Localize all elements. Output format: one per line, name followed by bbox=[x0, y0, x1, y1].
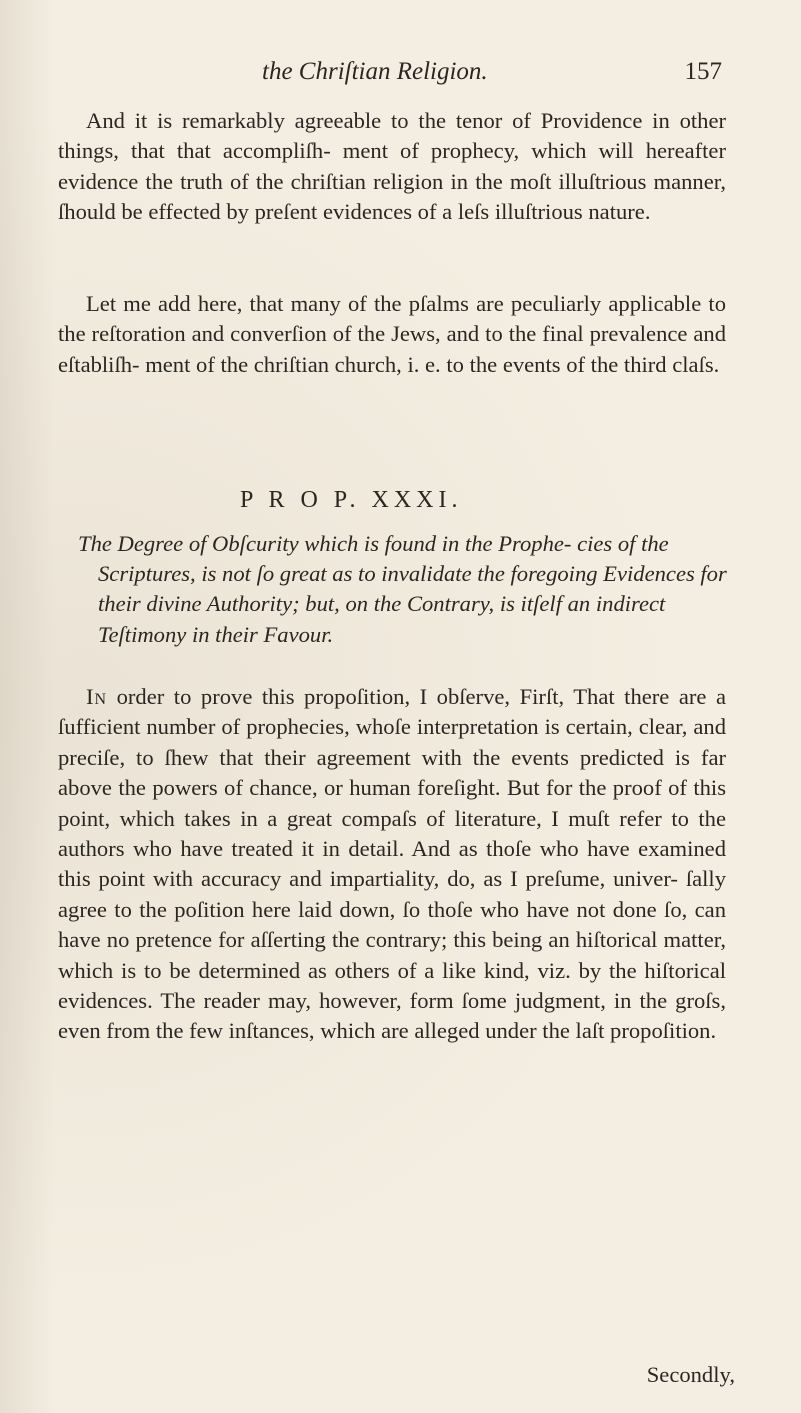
proposition-heading: P R O P. XXXI. bbox=[240, 487, 463, 513]
page-header bbox=[262, 58, 722, 92]
paragraph-lead-word: In bbox=[86, 684, 108, 709]
page-number: 157 bbox=[684, 58, 722, 85]
paragraph-psalms: Let me add here, that many of the pſalms are peculiarly applicable to the reſtoration and converſion of the Jews, and to the final prevalence and eſtabliſh- ment of the chriſtian church, i. e. to the events of the third claſs. bbox=[58, 291, 726, 377]
paragraph-providence: And it is remarkably agreeable to the tenor of Providence in other things, that that accompliſh- ment of prophecy, which will hereafter evidence the truth of the chriſtian religion in the moſt illuſtrious manner, ſhould be effected by preſent evidences of a leſs illuſtrious nature. bbox=[58, 108, 726, 225]
proposition-thesis: The Degree of Obſcurity which is found in the Prophe- cies of the Scriptures, is not ſo great as to invalidate the foregoing Evidences for their divine Authority; but, on the Contrary, is itſelf an indirect Teſtimony in their Favour. bbox=[78, 531, 727, 647]
paragraph-proof-body: order to prove this propoſition, I obſerve, Firſt, That there are a ſufficient number of prophecies, whoſe interpretation is certain, clear, and preciſe, to ſhew that their agreement with the events predicted is far above the powers of chance, or human foreſight. But for the proof of this point, which takes in a great compaſs of literature, I muſt refer to the authors who have treated it in detail. And as thoſe who have examined this point with accuracy and impartiality, do, as I preſume, univer- ſally agree to the poſition here laid down, ſo thoſe who have not done ſo, can have no pretence for aſſerting the contrary; this being an hiſtorical matter, which is to be determined as others of a like kind, viz. by the hiſtorical evidences. The reader may, however, form ſome judgment, in the groſs, even from the few inſtances, which are alleged under the laſt propoſition. bbox=[58, 684, 726, 1044]
running-title: the Chriſtian Religion. bbox=[262, 58, 488, 85]
paragraph-proof bbox=[58, 682, 726, 1047]
catchword: Secondly, bbox=[646, 1362, 735, 1387]
